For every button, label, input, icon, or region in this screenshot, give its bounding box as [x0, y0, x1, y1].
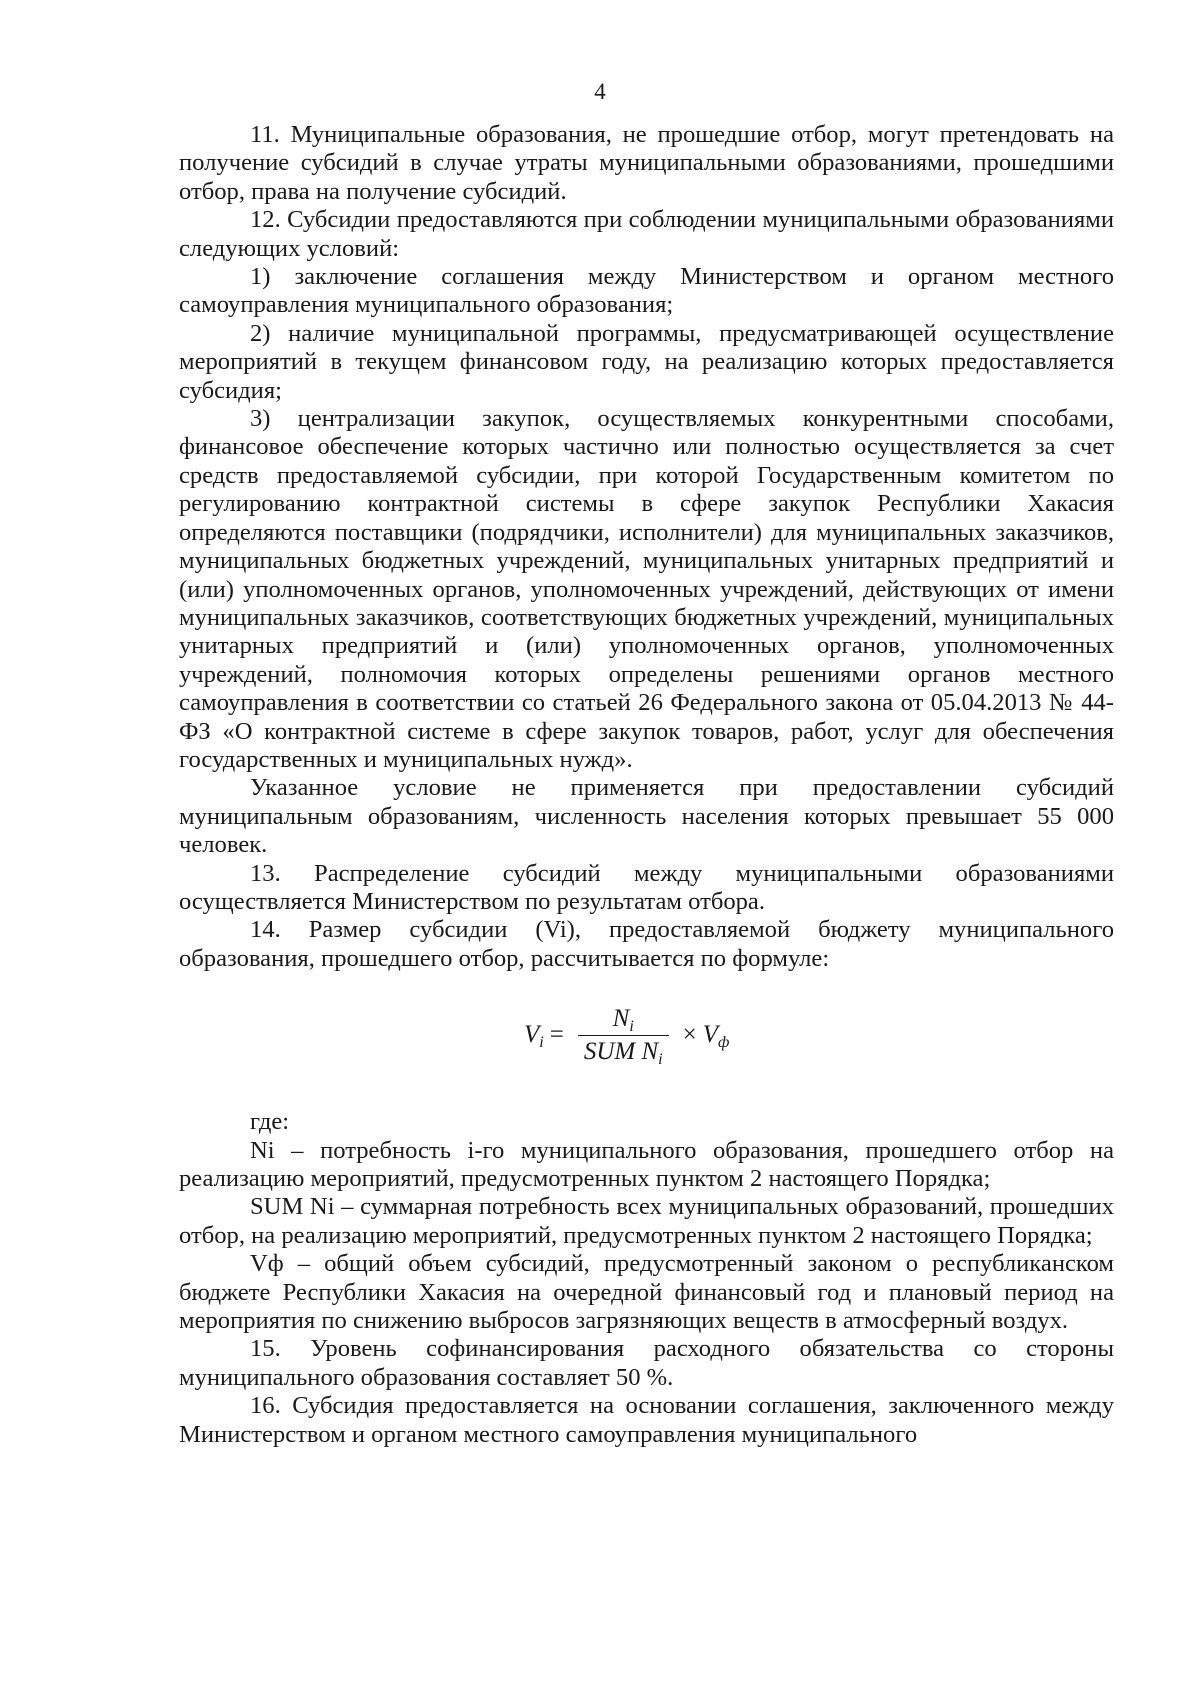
formula-denominator: SUM $N_i$	[578, 1035, 669, 1066]
formula-numerator: $N_i$	[612, 1005, 634, 1036]
formula-lhs: $V_i$	[524, 1021, 544, 1052]
definition-vf: Vф – общий объем субсидий, предусмотренный законом о республиканском бюджете Республики Хакасия на очередной финансовый год и плановый период на мероприятия по снижению выбросов загрязняющих веществ в атмосферный воздух.	[179, 1250, 1114, 1335]
formula-expression	[524, 1005, 730, 1069]
definitions-intro: где:	[250, 1108, 290, 1136]
document-body	[179, 121, 1114, 1449]
condition-1: 1) заключение соглашения между Министерством и органом местного самоуправления муниципального образования;	[179, 263, 1114, 319]
definition-sum-ni: SUM Ni – суммарная потребность всех муниципальных образований, прошедших отбор, на реализацию мероприятий, предусмотренных пунктом 2 настоящего Порядка;	[179, 1193, 1114, 1249]
paragraph-14: 14. Размер субсидии (Vi), предоставляемой бюджету муниципального образования, прошедшего отбор, рассчитывается по формуле:	[179, 916, 1114, 972]
paragraph-13: 13. Распределение субсидий между муниципальными образованиями осуществляется Министерством по результатам отбора.	[179, 859, 1114, 915]
formula-fraction	[578, 1005, 669, 1069]
formula-times: ×	[682, 1021, 697, 1049]
paragraph-16: 16. Субсидия предоставляется на основании соглашения, заключенного между Министерством и органом местного самоуправления муниципального	[179, 1392, 1114, 1448]
condition-exception: Указанное условие не применяется при предоставлении субсидий муниципальным образованиям, численность населения которых превышает 55 000 человек.	[179, 774, 1114, 859]
paragraph-11: 11. Муниципальные образования, не прошедшие отбор, могут претендовать на получение субсидий в случае утраты муниципальными образованиями, прошедшими отбор, права на получение субсидий.	[179, 121, 1114, 205]
formula-rhs: $V_ф$	[702, 1021, 730, 1052]
definition-ni: Ni – потребность i-го муниципального образования, прошедшего отбор на реализацию мероприятий, предусмотренных пунктом 2 настоящего Порядка;	[179, 1136, 1114, 1192]
page-number: 4	[594, 79, 606, 104]
paragraph-15: 15. Уровень софинансирования расходного обязательства со стороны муниципального образования составляет 50 %.	[179, 1335, 1114, 1391]
condition-2: 2) наличие муниципальной программы, предусматривающей осуществление мероприятий в текущем финансовом году, на реализацию которых предоставляется субсидия;	[179, 319, 1114, 404]
condition-3: 3) централизации закупок, осуществляемых конкурентными способами, финансовое обеспечение которых частично или полностью осуществляется за счет средств предоставляемой субсидии, при которой Государственным комитетом по регулированию контрактной системы в сфере закупок Республики Хакасия определяются поставщики (подрядчики, исполнители) для муниципальных заказчиков, муниципальных бюджетных учреждений, муниципальных унитарных предприятий и (или) уполномоченных органов, уполномоченных учреждений, действующих от имени муниципальных заказчиков, соответствующих бюджетных учреждений, муниципальных унитарных предприятий и (или) уполномоченных органов, уполномоченных учреждений, полномочия которых определены решениями органов местного самоуправления в соответствии со статьей 26 Федерального закона от 05.04.2013 № 44-ФЗ «О контрактной системе в сфере закупок товаров, работ, услуг для обеспечения государственных и муниципальных нужд».	[179, 405, 1114, 773]
formula-equals: =	[549, 1021, 564, 1049]
paragraph-12: 12. Субсидии предоставляются при соблюдении муниципальными образованиями следующих условий:	[179, 206, 1114, 262]
subsidy-formula	[179, 973, 1114, 1108]
